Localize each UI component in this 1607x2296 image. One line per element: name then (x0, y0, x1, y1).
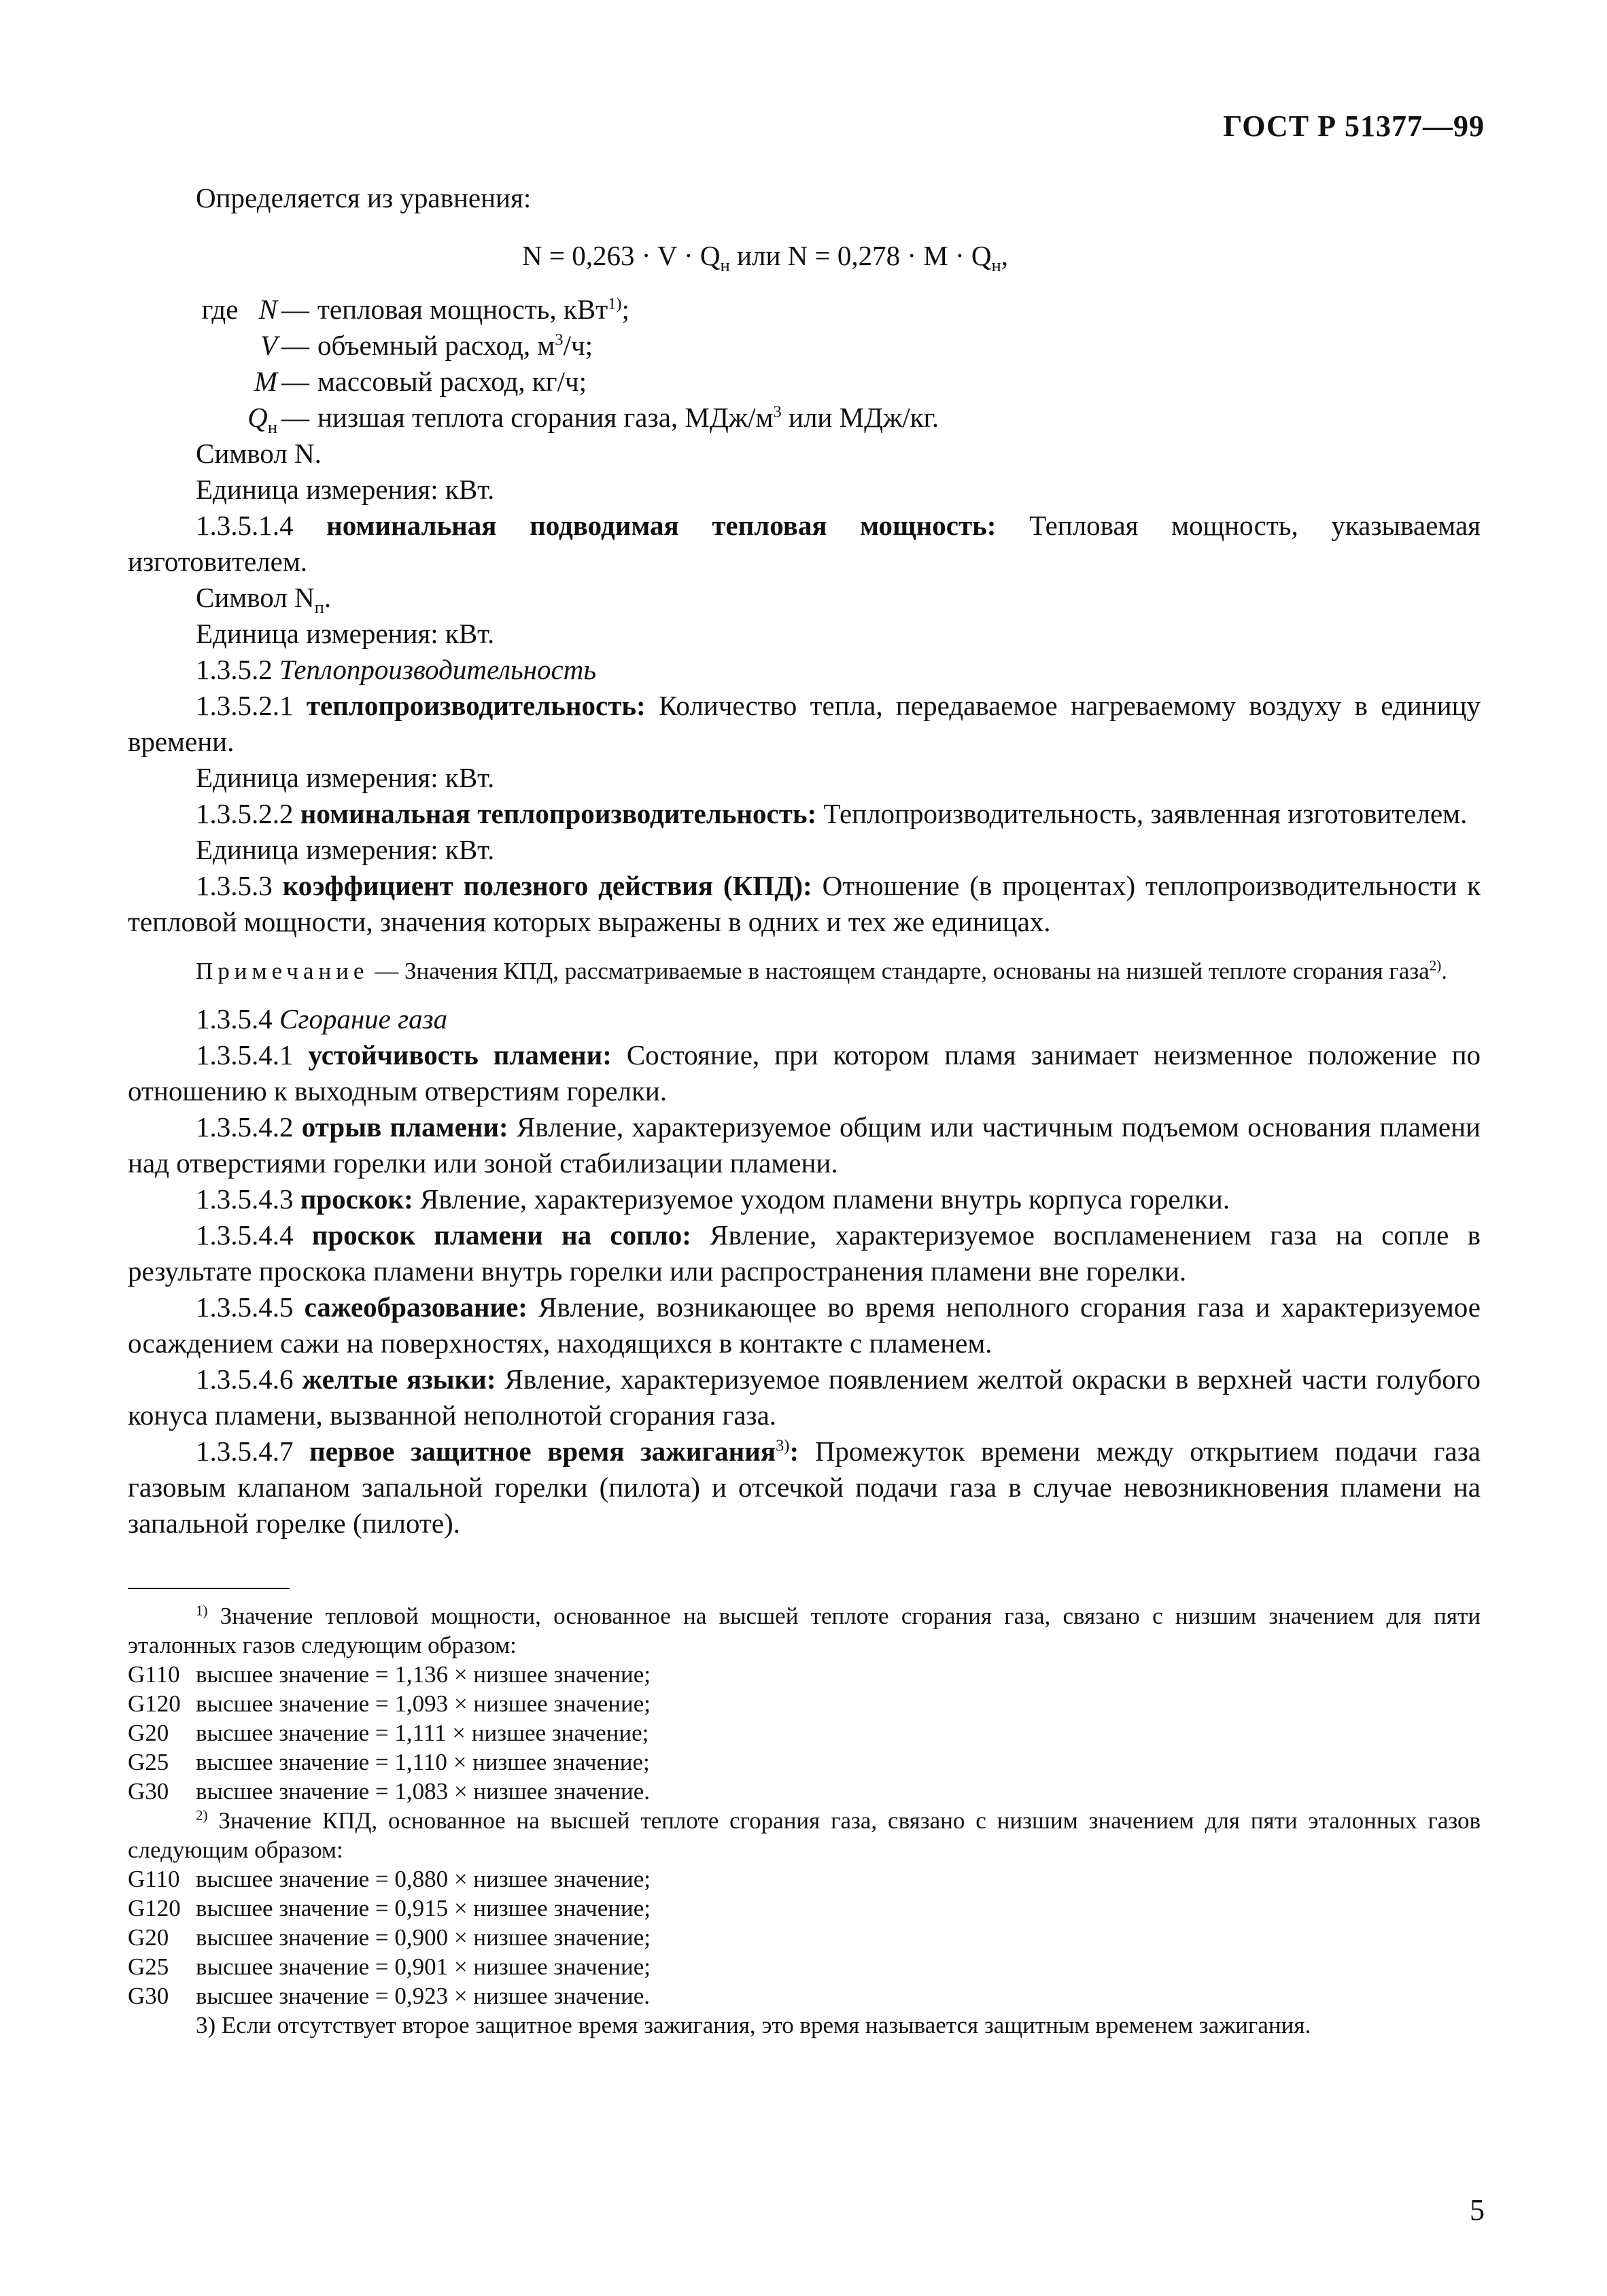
clause-1-3-5-4-6: 1.3.5.4.6 желтые языки: Явление, характеризуемое появлением желтой окраски в верхней части голубого конуса пламени, вызванной неполнотой сгорания газа. (128, 1363, 1481, 1431)
clause-1-3-5-4-5: 1.3.5.4.5 сажеобразование: Явление, возникающее во время неполного сгорания газа и характеризуемое осаждением сажи на поверхностях, находящихся в контакте с пламенем. (128, 1291, 1481, 1359)
definition-text: низшая теплота сгорания газа, МДж/м (317, 402, 774, 433)
page-header-standard: ГОСТ Р 51377—99 (1223, 109, 1485, 143)
clause-1-3-5-3: 1.3.5.3 коэффициент полезного действия (КПД): Отношение (в процентах) теплопроизводительности к тепловой мощности, значения которых выражены в одних и тех же единицах. (128, 870, 1481, 937)
formula-sub-1: н (720, 255, 730, 276)
term: желтые языки: (302, 1363, 496, 1395)
definition-row: $Q_н$ — низшая теплота сгорания газа, МДж/$м^3$ или МДж/кг. (247, 402, 939, 438)
footnote-3: 3) Если отсутствует второе защитное время зажигания, это время называется защитным временем зажигания. (196, 2012, 1311, 2038)
formula-sub-2: н (991, 255, 1001, 276)
term: устойчивость пламени: (308, 1039, 612, 1071)
unit-line: Единица измерения: кВт. (196, 834, 495, 865)
footnote-row: G25 высшее значение = 0,901 × низшее значение; (128, 1953, 651, 1980)
unit-line: Единица измерения: кВт. (196, 618, 495, 649)
clause-1-3-5-1-4: 1.3.5.1.4 номинальная подводимая тепловая мощность: Тепловая мощность, указываемая изготовителем. (128, 510, 1481, 577)
section-1-3-5-2: 1.3.5.2 Теплопроизводительность (196, 654, 596, 685)
term: номинальная подводимая тепловая мощность: (326, 510, 997, 541)
definition-row: V — объемный расход, $м^3/ч$; (260, 330, 593, 361)
formula-left: N = 0,263 · V · Q (522, 240, 721, 271)
page-number: 5 (1470, 2193, 1485, 2227)
footnote-row: G120 высшее значение = 0,915 × низшее значение; (128, 1895, 651, 1921)
definition-symbol: M (254, 366, 277, 397)
term: номинальная теплопроизводительность: (300, 798, 817, 829)
footnote-row: G110 высшее значение = 0,880 × низшее значение; (128, 1866, 651, 1892)
footnote-row: G30 высшее значение = 0,923 × низшее значение. (128, 1983, 651, 2009)
clause-1-3-5-2-1: 1.3.5.2.1 теплопроизводительность: Количество тепла, передаваемое нагреваемому воздуху в единицу времени. (128, 690, 1481, 757)
footnote-1: $^{1)}$ Значение тепловой мощности, основанное на высшей теплоте сгорания газа, связано с низшим значением для пяти эталонных газов следующим образом: (128, 1602, 1481, 1658)
footnote-row: G30 высшее значение = 1,083 × низшее значение. (128, 1778, 651, 1805)
definition-row: где N — тепловая мощность, кВт$^{1)}$; (128, 292, 1481, 328)
footnote-row: G110 высшее значение = 1,136 × низшее значение; (128, 1661, 651, 1688)
unit-line: Единица измерения: кВт. (196, 474, 495, 505)
footnote-row: G20 высшее значение = 1,111 × низшее значение; (128, 1720, 649, 1746)
clause-1-3-5-2-2: 1.3.5.2.2 номинальная теплопроизводительность: Теплопроизводительность, заявленная изготовителем. (196, 798, 1468, 829)
definition-prefix: где (201, 294, 239, 325)
symbol-definitions (128, 292, 1481, 436)
definition-symbol: N (258, 294, 277, 325)
section-1-3-5-4: 1.3.5.4 Сгорание газа (196, 1003, 448, 1034)
intro-line: Определяется из уравнения: (196, 182, 532, 213)
unit-line: Единица измерения: кВт. (196, 762, 495, 793)
footnote-row: G25 высшее значение = 1,110 × низшее значение; (128, 1749, 650, 1775)
note-label: Примечание (196, 958, 369, 984)
footnotes (128, 1601, 1481, 2040)
note: Примечание — Значения КПД, рассматриваемые в настоящем стандарте, основаны на низшей теплоте сгорания газа$^{2)}$. (196, 957, 1447, 984)
main-text (128, 180, 1481, 1542)
clause-1-3-5-4-2: 1.3.5.4.2 отрыв пламени: Явление, характеризуемое общим или частичным подъемом основания пламени над отверстиями горелки или зоной стабилизации пламени. (128, 1111, 1481, 1179)
definition-text: объемный расход, м (317, 330, 555, 361)
term: отрыв пламени: (301, 1111, 508, 1143)
section-title: Теплопроизводительность (279, 654, 596, 685)
formula-mid: или N = 0,278 · M · Q (729, 240, 992, 271)
definition-text: массовый расход, кг/ч; (317, 366, 587, 397)
footnote-2: $^{2)}$ Значение КПД, основанное на высшей теплоте сгорания газа, связано с низшим значением для пяти эталонных газов следующим образом: (128, 1807, 1481, 1863)
symbol-line: Символ $N_п$. (196, 582, 332, 618)
term: теплопроизводительность: (306, 690, 646, 721)
footnote-row: G20 высшее значение = 0,900 × низшее значение; (128, 1924, 651, 1951)
term: первое защитное время зажигания (309, 1436, 776, 1467)
footnote-separator (128, 1588, 290, 1589)
clause-1-3-5-4-7: 1.3.5.4.7 первое защитное время зажигания$^{3)}$: Промежуток времени между открытием подачи газа газовым клапаном запальной горелки (пилота) и отсечкой подачи газа в случае невозникновения пламени на запальной горелке (пилоте). (128, 1436, 1481, 1539)
symbol-line: Символ N. (196, 438, 322, 469)
footnote-ref: 1) (608, 294, 622, 313)
definition-symbol: V (260, 330, 277, 361)
section-title: Сгорание газа (279, 1003, 448, 1034)
clause-1-3-5-4-3: 1.3.5.4.3 проскок: Явление, характеризуемое уходом пламени внутрь корпуса горелки. (196, 1183, 1230, 1215)
formula-end: , (1001, 240, 1009, 271)
definition-symbol: Q (247, 402, 268, 433)
term: проскок: (300, 1183, 413, 1215)
power-formula (128, 238, 1481, 274)
term: проскок пламени на сопло: (311, 1219, 691, 1251)
clause-1-3-5-4-1: 1.3.5.4.1 устойчивость пламени: Состояние, при котором пламя занимает неизменное положение по отношению к выходным отверстиям горелки. (128, 1039, 1481, 1107)
definition-text: тепловая мощность, кВт (317, 294, 608, 325)
definition-row: M — массовый расход, кг/ч; (128, 364, 1481, 400)
clause-1-3-5-4-4: 1.3.5.4.4 проскок пламени на сопло: Явление, характеризуемое воспламенением газа на сопле в результате проскока пламени внутрь горелки или распространения пламени вне горелки. (128, 1219, 1481, 1287)
footnote-row: G120 высшее значение = 1,093 × низшее значение; (128, 1690, 651, 1717)
term: коэффициент полезного действия (КПД): (282, 870, 812, 901)
term: сажеобразование: (304, 1291, 528, 1323)
